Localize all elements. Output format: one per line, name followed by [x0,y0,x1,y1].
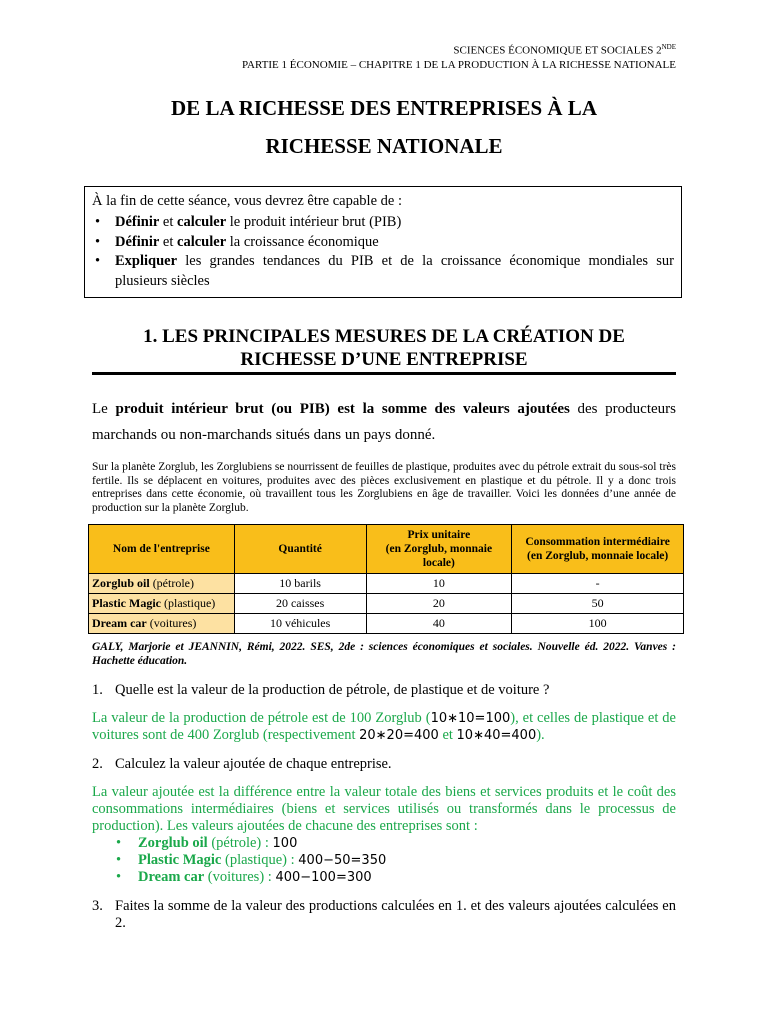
source-citation: GALY, Marjorie et JEANNIN, Rémi, 2022. SES, 2de : sciences économiques et sociales. Nouvelle éd. 2022. Vanves : Hachette éducation. [92,641,676,667]
question-3: 3. Faites la somme de la valeur des productions calculées en 1. et des valeurs ajoutées calculées en 2. [92,898,676,931]
column-header-quantity: Quantité [234,525,366,574]
objective-item: • Définir et calculer la croissance économique [92,233,674,253]
objectives-box [84,186,682,298]
bullet-icon: • [116,835,122,851]
price-cell: 40 [366,614,512,634]
objectives-intro: À la fin de cette séance, vous devrez être capable de : [92,193,402,209]
company-name-cell: Dream car (voitures) [89,614,235,634]
section-rule [92,372,676,375]
value-added-item: • Dream car (voitures) : 400−100=300 [116,869,372,885]
ci-cell: 100 [512,614,684,634]
answer-2-text: La valeur ajoutée est la différence entre la valeur totale des biens et services produits et le coût des consommations intermédiaires (biens et services utilisés ou transformés dans le processus de production). Les valeurs ajoutées de chacune des entreprises sont : [92,784,676,834]
price-cell: 20 [366,594,512,614]
running-header [242,40,676,72]
question-1: 1. Quelle est la valeur de la production de pétrole, de plastique et de voiture ? [92,682,550,698]
objective-item: • Définir et calculer le produit intérieur brut (PIB) [92,213,674,233]
ci-cell: 50 [512,594,684,614]
value-added-list [92,835,676,886]
price-cell: 10 [366,574,512,594]
company-name-cell: Zorglub oil (pétrole) [89,574,235,594]
objective-item: • Expliquer les grandes tendances du PIB et de la croissance économique mondiales sur plusieurs siècles [95,253,674,289]
header-chapter: PARTIE 1 ÉCONOMIE – CHAPITRE 1 DE LA PRODUCTION À LA RICHESSE NATIONALE [241,58,676,71]
bullet-icon: • [116,852,122,868]
answer-1: La valeur de la production de pétrole est de 100 Zorglub (10∗10=100), et celles de plastique et de voitures sont de 400 Zorglub (respectivement 20∗20=400 et 10∗40=400). [92,710,676,743]
question-2: 2. Calculez la valeur ajoutée de chaque entreprise. [92,756,392,772]
bullet-icon: • [116,869,122,885]
objectives-list [92,213,674,291]
header-course: SCIENCES ÉCONOMIQUE ET SOCIALES 2NDE [453,43,676,57]
quantity-cell: 10 véhicules [234,614,366,634]
pib-definition: Le produit intérieur brut (ou PIB) est la somme des valeurs ajoutées des producteurs marchands ou non-marchands situés dans un pays donné. [92,401,676,443]
context-paragraph: Sur la planète Zorglub, les Zorglubiens se nourrissent de feuilles de plastique, produites avec du pétrole extrait du sous-sol très fertile. Ils se déplacent en voitures, produites avec des pièces exclusivement en plastique et du pétrole. Il y a donc trois entreprises dans cette économie, où travaillent tous les Zorglubiens en âge de travailler. Voici les données d’une année de production sur la planète Zorglub. [92,461,676,514]
quantity-cell: 10 barils [234,574,366,594]
column-header-ci: Consommation intermédiaire (en Zorglub, monnaie locale) [512,525,684,574]
table-row [89,614,684,634]
value-added-item: • Plastic Magic (plastique) : 400−50=350 [116,852,387,868]
table-header-row [89,525,684,574]
table-row [89,574,684,594]
section-heading: 1. LES PRINCIPALES MESURES DE LA CRÉATION DE RICHESSE D’UNE ENTREPRISE [143,326,625,370]
table-row [89,594,684,614]
ci-cell: - [512,574,684,594]
production-table [88,524,684,634]
company-name-cell: Plastic Magic (plastique) [89,594,235,614]
value-added-item: • Zorglub oil (pétrole) : 100 [116,835,298,851]
page-title: DE LA RICHESSE DES ENTREPRISES À LA RICHESSE NATIONALE [171,96,597,158]
answer-2 [92,784,676,886]
column-header-price: Prix unitaire (en Zorglub, monnaie locale) [366,525,512,574]
bullet-icon: • [95,233,101,250]
bullet-icon: • [95,253,101,269]
column-header-name: Nom de l'entreprise [89,525,235,574]
quantity-cell: 20 caisses [234,594,366,614]
bullet-icon: • [95,214,101,230]
